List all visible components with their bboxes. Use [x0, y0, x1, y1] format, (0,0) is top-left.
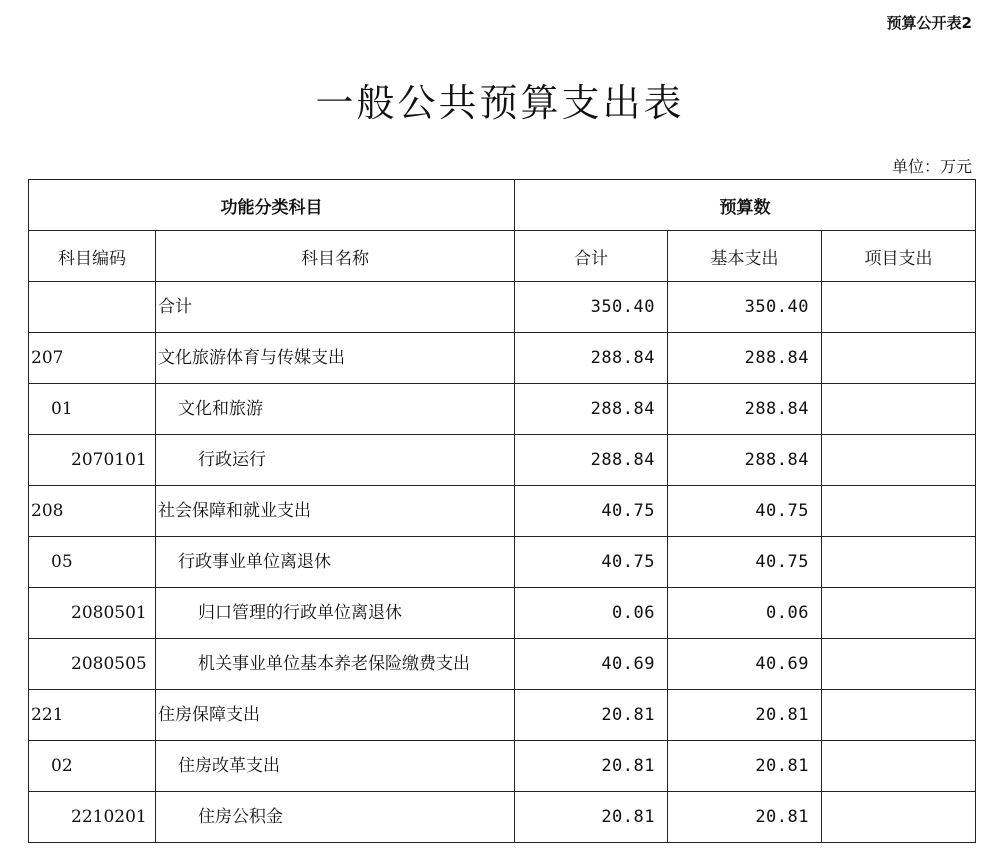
table-row [29, 486, 976, 537]
cell-basic: 20.81 [668, 690, 822, 741]
cell-basic: 40.75 [668, 486, 822, 537]
header-budget: 预算数 [515, 180, 976, 231]
cell-basic: 0.06 [668, 588, 822, 639]
header-classification: 功能分类科目 [29, 180, 515, 231]
cell-total: 350.40 [515, 282, 668, 333]
table-row [29, 537, 976, 588]
cell-basic: 40.75 [668, 537, 822, 588]
cell-name: 行政运行 [156, 435, 515, 486]
cell-code: 221 [29, 690, 156, 741]
cell-code: 2070101 [29, 435, 156, 486]
cell-total: 288.84 [515, 333, 668, 384]
cell-name: 归口管理的行政单位离退休 [156, 588, 515, 639]
cell-project [822, 639, 976, 690]
cell-name: 行政事业单位离退休 [156, 537, 515, 588]
cell-total: 288.84 [515, 384, 668, 435]
column-header-row [29, 231, 976, 282]
cell-project [822, 537, 976, 588]
cell-name: 住房改革支出 [156, 741, 515, 792]
cell-name: 社会保障和就业支出 [156, 486, 515, 537]
table-id-label: 预算公开表2 [886, 14, 972, 32]
cell-code: 207 [29, 333, 156, 384]
table-row [29, 690, 976, 741]
cell-basic: 350.40 [668, 282, 822, 333]
cell-code: 01 [29, 384, 156, 435]
cell-code: 2080501 [29, 588, 156, 639]
column-header-project: 项目支出 [822, 231, 976, 282]
document-title: 一般公共预算支出表 [315, 81, 685, 125]
cell-code: 02 [29, 741, 156, 792]
cell-project [822, 435, 976, 486]
cell-code: 2210201 [29, 792, 156, 843]
cell-code: 2080505 [29, 639, 156, 690]
column-header-code: 科目编码 [29, 231, 156, 282]
cell-total: 0.06 [515, 588, 668, 639]
cell-code [29, 282, 156, 333]
cell-name: 住房保障支出 [156, 690, 515, 741]
table-row [29, 282, 976, 333]
cell-basic: 20.81 [668, 741, 822, 792]
column-header-basic: 基本支出 [668, 231, 822, 282]
cell-name: 文化和旅游 [156, 384, 515, 435]
table-row [29, 333, 976, 384]
cell-name: 住房公积金 [156, 792, 515, 843]
cell-total: 40.75 [515, 486, 668, 537]
cell-name: 文化旅游体育与传媒支出 [156, 333, 515, 384]
cell-total: 40.69 [515, 639, 668, 690]
table-row [29, 639, 976, 690]
cell-project [822, 741, 976, 792]
cell-name: 合计 [156, 282, 515, 333]
cell-total: 288.84 [515, 435, 668, 486]
cell-total: 20.81 [515, 741, 668, 792]
table-row [29, 384, 976, 435]
table-row [29, 792, 976, 843]
cell-code: 208 [29, 486, 156, 537]
budget-table [28, 179, 976, 843]
cell-project [822, 282, 976, 333]
table-row [29, 435, 976, 486]
cell-project [822, 588, 976, 639]
group-header-row [29, 180, 976, 231]
cell-total: 20.81 [515, 690, 668, 741]
cell-project [822, 384, 976, 435]
cell-project [822, 792, 976, 843]
cell-basic: 288.84 [668, 435, 822, 486]
cell-name: 机关事业单位基本养老保险缴费支出 [156, 639, 515, 690]
cell-project [822, 690, 976, 741]
table-row [29, 741, 976, 792]
cell-project [822, 486, 976, 537]
cell-basic: 288.84 [668, 333, 822, 384]
cell-total: 20.81 [515, 792, 668, 843]
table-row [29, 588, 976, 639]
unit-note: 单位：万元 [891, 157, 972, 176]
cell-basic: 288.84 [668, 384, 822, 435]
cell-basic: 20.81 [668, 792, 822, 843]
cell-total: 40.75 [515, 537, 668, 588]
column-header-name: 科目名称 [156, 231, 515, 282]
cell-project [822, 333, 976, 384]
column-header-total: 合计 [515, 231, 668, 282]
cell-code: 05 [29, 537, 156, 588]
cell-basic: 40.69 [668, 639, 822, 690]
